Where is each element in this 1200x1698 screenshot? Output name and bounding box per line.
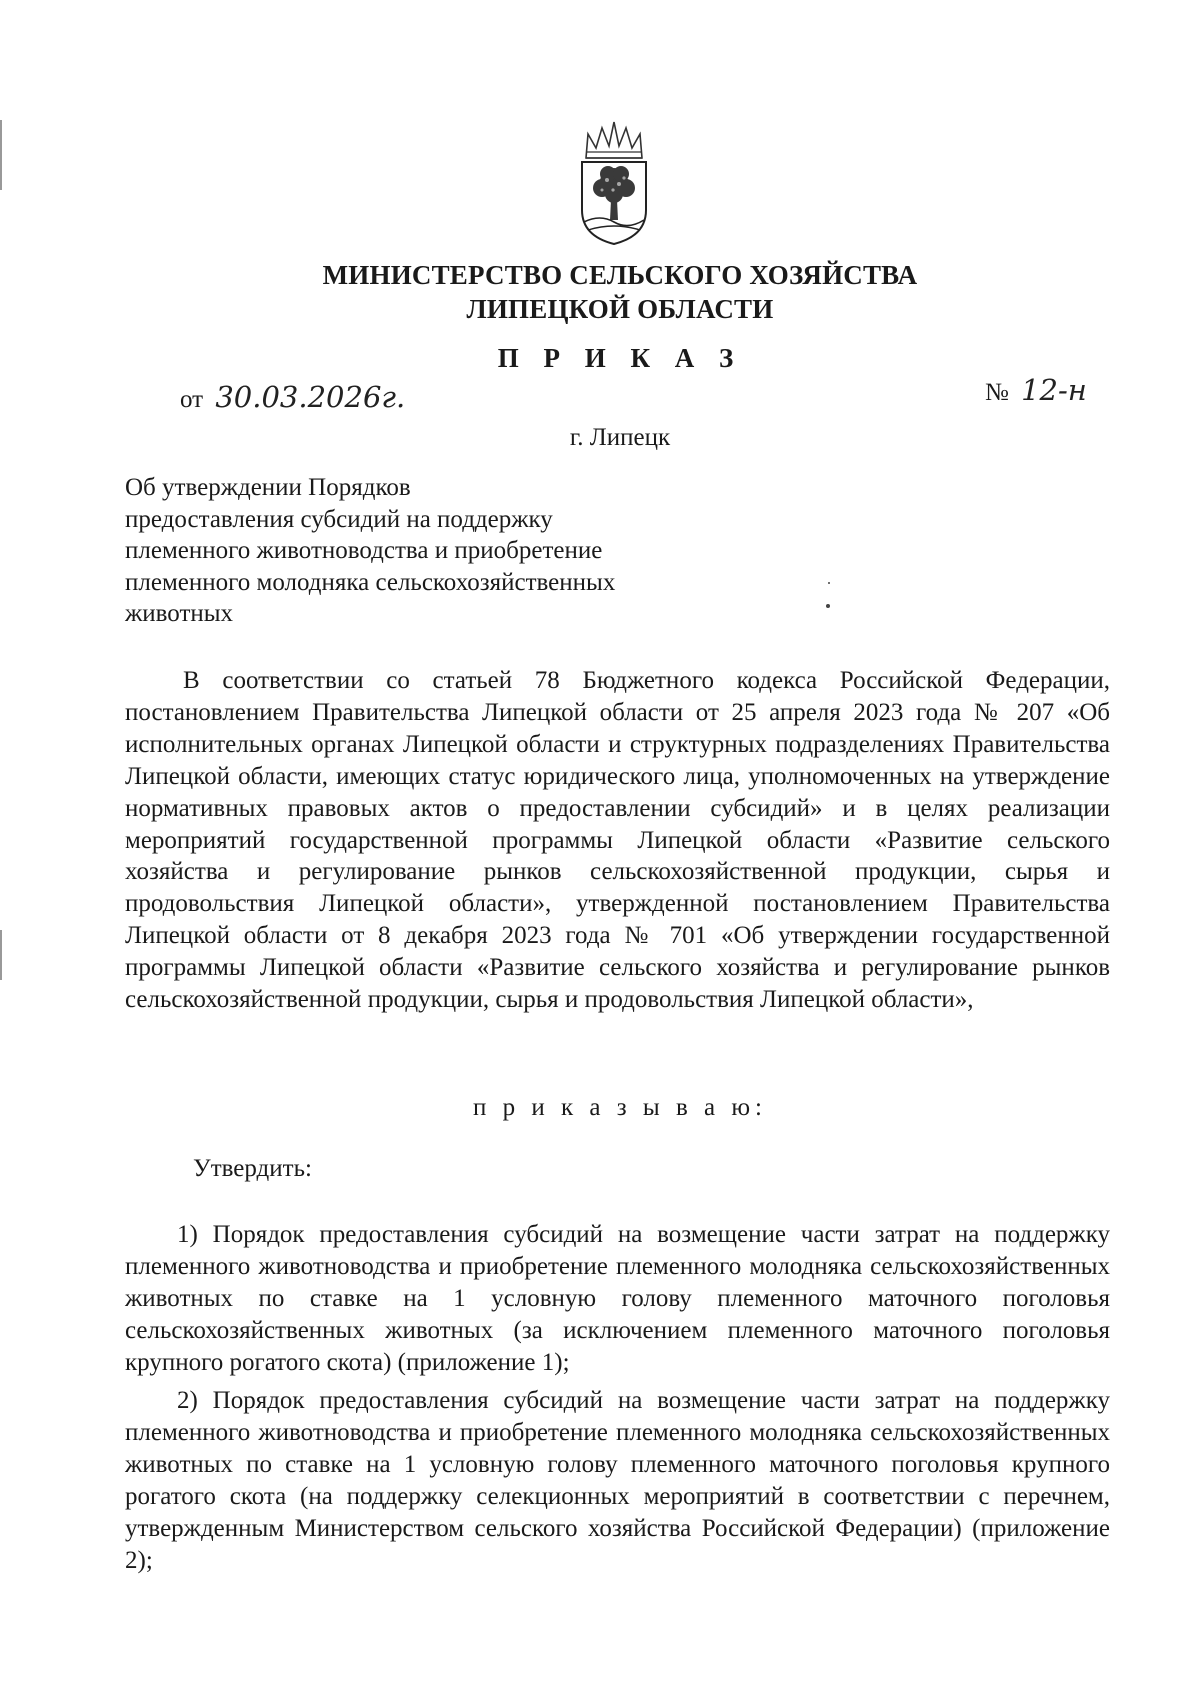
ministry-name-line1: МИНИСТЕРСТВО СЕЛЬСКОГО ХОЗЯЙСТВА — [322, 260, 918, 290]
subject-line: предоставления субсидий на поддержку — [125, 505, 553, 533]
order-number — [985, 373, 1087, 407]
list-item: 1) Порядок предоставления субсидий на возмещение части затрат на поддержку племенного животноводства и приобретение племенного молодняка сельскохозяйственных животных по ставке на 1 условную голову племенного маточного поголовья сельскохозяйственных животных (за исключением племенного маточного поголовья крупного рогатого скота) (приложение 1); — [125, 1221, 1110, 1376]
number-prefix: № — [985, 379, 1009, 406]
coat-of-arms-icon — [574, 118, 654, 246]
subject-line: животных — [125, 600, 234, 627]
list-item: 2) Порядок предоставления субсидий на возмещение части затрат на поддержку племенного животноводства и приобретение племенного молодняка сельскохозяйственных животных по ставке на 1 условную голову племенного маточного поголовья крупного рогатого скота (на поддержку селекционных мероприятий в соответствии с перечнем, утвержденным Министерством сельского хозяйства Российской Федерации) (приложение 2); — [125, 1387, 1110, 1574]
scan-edge-mark — [0, 930, 2, 980]
scan-edge-mark — [0, 120, 2, 190]
date-handwritten: 30.03.2026г. — [215, 380, 406, 414]
order-date — [180, 380, 405, 414]
ministry-name-line2: ЛИПЕЦКОЙ ОБЛАСТИ — [466, 294, 774, 324]
scan-speck — [828, 582, 830, 584]
scan-speck — [826, 604, 830, 608]
subject-line: племенного животноводства и приобретение — [125, 537, 603, 564]
date-prefix: от — [180, 386, 204, 413]
order-subject — [125, 472, 725, 630]
ministry-name — [150, 258, 1090, 326]
subject-line: Об утверждении Порядков — [125, 474, 411, 501]
order-word: п р и к а з ы в а ю: — [473, 1094, 767, 1121]
approve-heading: Утвердить: — [193, 1155, 312, 1182]
order-title: П Р И К А З — [497, 343, 743, 373]
preamble-paragraph: В соответствии со статьей 78 Бюджетного кодекса Российской Федерации, постановлением Правительства Липецкой области от 25 апреля 2023 года № 207 «Об исполнительных органах Липецкой области и структурных подразделениях Правительства Липецкой области, имеющих статус юридического лица, уполномоченных на утверждение нормативных правовых актов о предоставлении субсидий» и в целях реализации мероприятий государственной программы Липецкой области «Развитие сельского хозяйства и регулирование рынков сельскохозяйственной продукции, сырья и продовольствия Липецкой области», утвержденной постановлением Правительства Липецкой области от 8 декабря 2023 года № 701 «Об утверждении государственной программы Липецкой области «Развитие сельского хозяйства и регулирование рынков сельскохозяйственной продукции, сырья и продовольствия Липецкой области», — [125, 667, 1110, 1014]
city-name: г. Липецк — [569, 424, 671, 451]
number-handwritten: 12-н — [1021, 373, 1087, 407]
subject-line: племенного молодняка сельскохозяйственных — [125, 568, 616, 596]
